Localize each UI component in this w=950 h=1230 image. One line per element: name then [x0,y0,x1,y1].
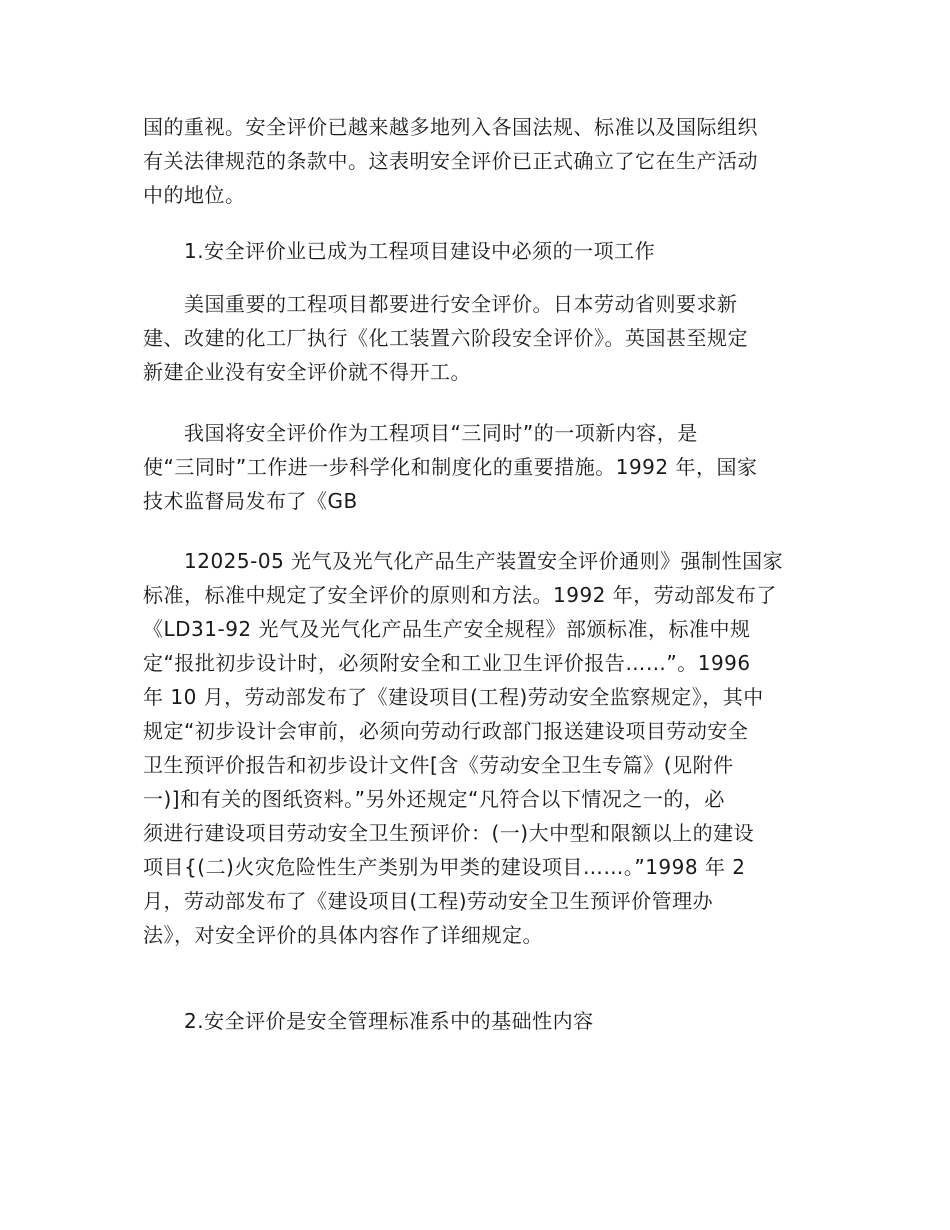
text-line: 有关法律规范的条款中。这表明安全评价已正式确立了它在生产活动 [143,149,758,173]
section-heading-2 [143,1004,594,1038]
paragraph-standards-history [143,544,783,952]
paragraph-foreign-practice [143,287,748,389]
text-line: 1.安全评价业已成为工程项目建设中必须的一项工作 [184,239,656,263]
text-line: 卫生预评价报告和初步设计文件[含《劳动安全卫生专篇》(见附件 [143,753,734,777]
text-line: 新建企业没有安全评价就不得开工。 [143,360,471,384]
paragraph-intro-continued [143,110,758,212]
text-line: 建、改建的化工厂执行《化工装置六阶段安全评价》。英国甚至规定 [143,326,748,350]
text-line: 中的地位。 [143,183,246,207]
paragraph-china-practice [143,416,757,518]
text-line: 我国将安全评价作为工程项目“三同时”的一项新内容，是 [184,421,698,445]
text-line: 国的重视。安全评价已越来越多地列入各国法规、标准以及国际组织 [143,115,758,139]
text-line: 月，劳动部发布了《建设项目(工程)劳动安全卫生预评价管理办 [143,889,714,913]
text-line: 技术监督局发布了《GB [143,489,358,513]
text-line: 《LD31-92 光气及光气化产品生产安全规程》部颁标准，标准中规 [143,617,751,641]
text-line: 12025-05 光气及光气化产品生产装置安全评价通则》强制性国家 [184,549,784,573]
text-line: 使“三同时”工作进一步科学化和制度化的重要措施。1992 年，国家 [143,455,758,479]
text-line: 一)]和有关的图纸资料。”另外还规定“凡符合以下情况之一的，必 [143,787,725,811]
text-line: 2.安全评价是安全管理标准系中的基础性内容 [184,1009,594,1033]
text-line: 项目{(二)火灾危险性生产类别为甲类的建设项目……。”1998 年 2 [143,855,746,879]
text-line: 标准，标准中规定了安全评价的原则和方法。1992 年，劳动部发布了 [143,583,777,607]
text-line: 须进行建设项目劳动安全卫生预评价：(一)大中型和限额以上的建设 [143,821,755,845]
text-line: 美国重要的工程项目都要进行安全评价。日本劳动省则要求新 [184,292,738,316]
text-line: 法》，对安全评价的具体内容作了详细规定。 [143,923,543,947]
section-heading-1 [143,234,655,268]
text-line: 规定“初步设计会审前，必须向劳动行政部门报送建设项目劳动安全 [143,719,749,743]
text-line: 定“报批初步设计时，必须附安全和工业卫生评价报告……”。1996 [143,651,751,675]
text-line: 年 10 月，劳动部发布了《建设项目(工程)劳动安全监察规定》，其中 [143,685,764,709]
